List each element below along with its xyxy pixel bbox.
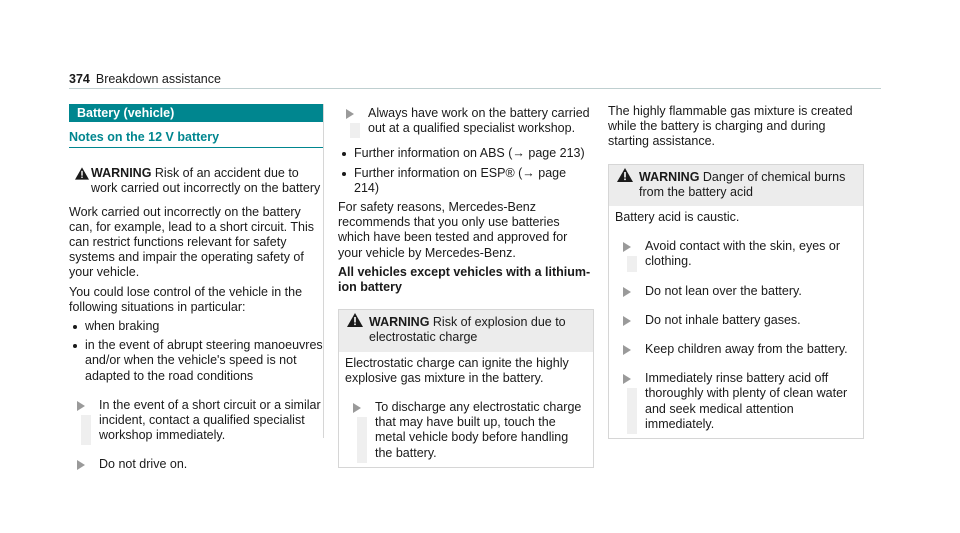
warning-body-text-2: You could lose control of the vehicle in the following situations in particular: xyxy=(69,284,303,314)
action-step xyxy=(615,239,857,269)
page-header xyxy=(69,72,221,86)
action-step xyxy=(345,400,587,461)
column-3 xyxy=(608,104,864,439)
warning-label: WARNING xyxy=(369,315,430,330)
list-item: when braking xyxy=(69,319,323,334)
section-subtitle: Notes on the 12 V battery xyxy=(69,130,323,148)
warning-body-text: Work carried out incorrectly on the battery can, for example, lead to a short circuit. This can restrict functions relevant for safety systems and impair the operating safety of your vehicle. xyxy=(69,204,315,280)
step-text: Immediately rinse battery acid off thoroughly with plenty of clean water and seek medical attention immediately. xyxy=(645,371,848,431)
warning-text: Risk of explosion due to electrostatic charge xyxy=(369,315,566,345)
warning-box-explosion xyxy=(338,309,594,468)
warning-heading xyxy=(91,166,323,196)
arrow-right-icon xyxy=(623,345,631,355)
warning-text: Danger of chemical burns from the battery acid xyxy=(639,169,846,199)
bullet-list xyxy=(69,319,323,384)
warning-box-chemical-burns xyxy=(608,164,864,439)
warning-header xyxy=(609,165,863,206)
warning-label: WARNING xyxy=(639,169,700,184)
bullet-list xyxy=(338,146,594,196)
warning-label: WARNING xyxy=(91,166,152,181)
step-text: Do not inhale battery gases. xyxy=(645,312,801,327)
warning-accident xyxy=(69,166,323,196)
page-title: Breakdown assistance xyxy=(95,72,221,86)
step-text: Keep children away from the battery. xyxy=(645,342,848,357)
list-item: Further information on ESP® (→ page 214) xyxy=(338,166,594,196)
arrow-right-icon xyxy=(77,401,85,411)
step-text: Do not drive on. xyxy=(99,457,188,472)
action-step xyxy=(615,284,857,299)
list-item: Further information on ABS (→ page 213) xyxy=(338,146,594,161)
action-step xyxy=(615,342,857,357)
step-text: In the event of a short circuit or a similar incident, contact a qualified specialist workshop immediately. xyxy=(99,397,321,443)
warning-body xyxy=(609,206,863,438)
warning-body-text: Electrostatic charge can ignite the highly explosive gas mixture in the battery. xyxy=(345,355,569,385)
warning-body xyxy=(69,205,323,473)
warning-body-text: Battery acid is caustic. xyxy=(615,210,740,225)
arrow-right-icon xyxy=(623,242,631,252)
step-text: To discharge any electrostatic charge that may have built up, touch the metal vehicle body before handling the battery. xyxy=(375,400,582,460)
step-bar xyxy=(350,123,360,138)
arrow-right-icon xyxy=(353,403,361,413)
warning-triangle-icon xyxy=(617,168,633,182)
warning-triangle-icon xyxy=(75,167,89,180)
action-step xyxy=(69,457,323,472)
action-step xyxy=(615,313,857,328)
list-item: in the event of abrupt steering manoeuvres and/or when the vehicle's speed is not adapted to the road conditions xyxy=(69,338,323,384)
step-bar xyxy=(627,388,637,434)
action-step xyxy=(69,398,323,444)
column-divider xyxy=(323,104,324,438)
warning-triangle-icon xyxy=(347,313,363,327)
warning-header xyxy=(339,310,593,351)
arrow-right-icon xyxy=(77,460,85,470)
arrow-right-icon xyxy=(623,287,631,297)
subheading: All vehicles except vehicles with a lithium-ion battery xyxy=(338,264,591,295)
section-title: Battery (vehicle) xyxy=(69,104,323,122)
paragraph: The highly flammable gas mixture is created while the battery is charging and during starting assistance. xyxy=(608,104,853,149)
step-bar xyxy=(357,417,367,463)
arrow-right-icon xyxy=(346,109,354,119)
page-number: 374 xyxy=(69,72,90,86)
step-bar xyxy=(627,256,637,271)
step-text: Always have work on the battery carried out at a qualified specialist workshop. xyxy=(368,106,590,136)
arrow-right-icon xyxy=(623,374,631,384)
arrow-right-icon xyxy=(623,316,631,326)
header-rule xyxy=(69,88,881,89)
action-step xyxy=(338,106,594,136)
paragraph: For safety reasons, Mercedes-Benz recommends that you only use batteries which have been tested and approved for your vehicle by Mercedes-Benz. xyxy=(338,200,568,260)
column-2 xyxy=(338,104,594,468)
step-bar xyxy=(81,415,91,446)
step-text: Do not lean over the battery. xyxy=(645,283,802,298)
action-step xyxy=(615,371,857,432)
column-1 xyxy=(69,104,323,473)
warning-body xyxy=(339,352,593,467)
warning-text: Risk of an accident due to work carried out incorrectly on the battery xyxy=(91,166,321,196)
step-text: Avoid contact with the skin, eyes or clothing. xyxy=(645,239,841,269)
